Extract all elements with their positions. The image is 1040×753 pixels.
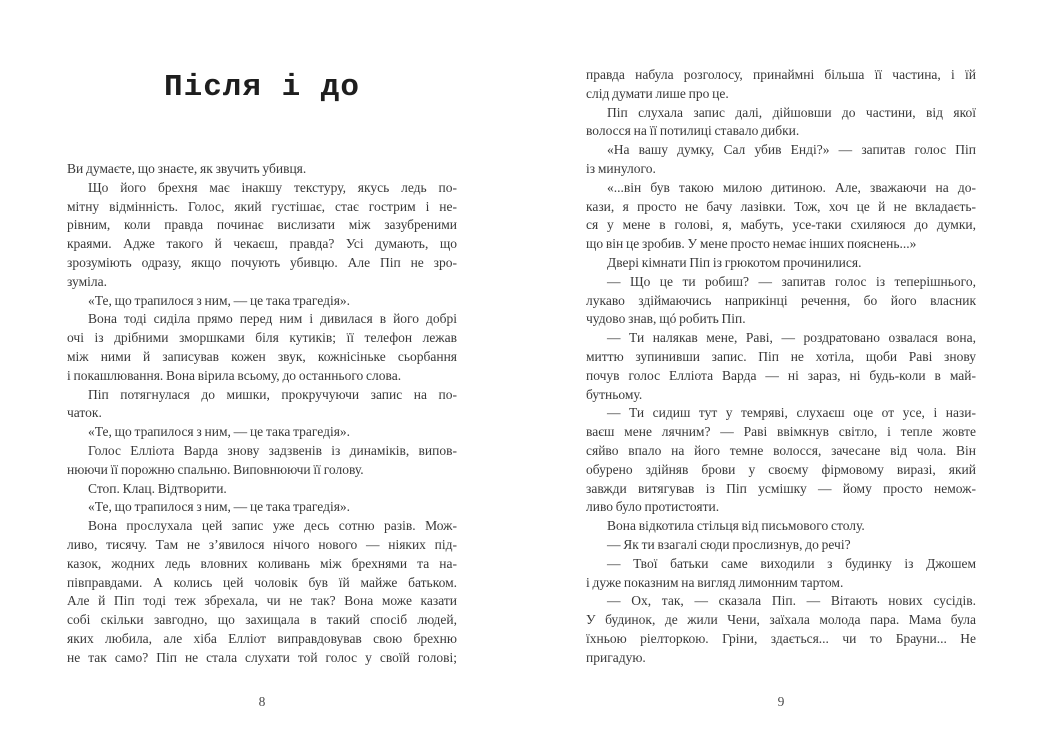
text-line: очі із дрібними зморшками біля кутиків; її телефон лежав: [67, 330, 457, 346]
text-line: лукаво здіймаючись наприкінці речення, бо його власник: [586, 292, 976, 308]
text-line: «Те, що трапилося з ним, — це така трагедія».: [88, 424, 351, 440]
text-line: — Що це ти робиш? — запитав голос із теперішнього,: [607, 273, 976, 289]
text-line: кази, я просто не бачу лазівки. Тож, хоч це й не вкладаєть-: [586, 198, 976, 214]
text-line: пригадую.: [586, 649, 646, 665]
text-line: слід думати лише про це.: [586, 85, 729, 101]
text-line: Стоп. Клац. Відтворити.: [88, 480, 227, 496]
text-line: ваєш мене лячним? — Раві ввімкнув світло, і тепле жовте: [586, 424, 976, 440]
text-line: Піп потягнулася до мишки, прокручуючи запис на по-: [88, 386, 457, 402]
text-line: мітну відмінність. Голос, який густішає, стає гострим і не-: [67, 198, 457, 214]
text-line: їхньою ріелторкою. Гріни, здається... чи то Брауни... Не: [586, 630, 976, 646]
text-line: зуміла.: [67, 273, 108, 289]
text-line: собі скільки завгодно, що захищала в такий спосіб людей,: [67, 612, 457, 628]
text-line: Піп слухала запис далі, дійшовши до частини, від якої: [607, 104, 976, 120]
page-left-body: [67, 160, 457, 668]
text-line: півправдами. А колись цей чоловік був їй майже батьком.: [67, 574, 457, 590]
text-line: зрозуміють одразу, якщо почують убивцю. Але Піп не зро-: [67, 254, 457, 270]
text-line: сяйво впало на його темне волосся, зачесане від чола. Він: [586, 442, 976, 458]
text-line: яких любила, але хіба Елліот виправдовував свою брехню: [67, 630, 457, 646]
text-line: «Те, що трапилося з ним, — це така трагедія».: [88, 292, 351, 308]
page-left: [67, 0, 457, 753]
text-line: бутньому.: [586, 386, 643, 402]
text-line: казок, жодних ледь вловних коливань між брехнями та на-: [67, 555, 457, 571]
text-line: Що його брехня має інакшу текстуру, якусь ледь по-: [88, 179, 457, 195]
text-line: ливо, тисячу. Там не з’явилося нічого нового — ніяких під-: [67, 536, 457, 552]
text-line: ливо було протистояти.: [586, 499, 720, 515]
text-line: і дуже показним на вигляд лимонним тартом.: [586, 574, 844, 590]
text-line: чаток.: [67, 405, 102, 421]
page-right-body: [586, 66, 976, 668]
text-line: чудово знав, щó робить Піп.: [586, 311, 746, 327]
text-line: миттю зупинивши запис. Піп не хотіла, щоби Раві знову: [586, 348, 976, 364]
text-line: «На вашу думку, Сал убив Енді?» — запитав голос Піп: [607, 142, 976, 158]
text-line: Вона тоді сиділа прямо перед ним і дивилася в його добрі: [88, 311, 457, 327]
text-line: — Ти сидиш тут у темряві, слухаєш оце от усе, і нази-: [607, 405, 976, 421]
page-number-right: 9: [777, 694, 785, 709]
text-line: У будинок, де жили Чени, заїхала молода пара. Мама була: [586, 612, 976, 628]
text-line: рівним, коли правда починає вислизати між зазубреними: [67, 217, 457, 233]
text-line: між ними й записував кожен звук, кожнісіньке сьорбання: [67, 348, 457, 364]
text-line: обурено здійняв брови у своєму фірмовому виразі, який: [586, 461, 976, 477]
text-line: «...він був такою милою дитиною. Але, зважаючи на до-: [607, 179, 976, 195]
page-number-left: 8: [258, 694, 266, 709]
text-line: — Твої батьки саме виходили з будинку із Джошем: [607, 555, 976, 571]
text-line: — Ти налякав мене, Раві, — роздратовано озвалася вона,: [607, 330, 976, 346]
text-line: — Ох, так, — сказала Піп. — Вітають нових сусідів.: [607, 593, 976, 609]
text-line: правда набула розголосу, принаймні більша її частина, і їй: [586, 67, 976, 82]
text-line: — Як ти взагалі сюди прослизнув, до речі?: [607, 536, 851, 552]
text-line: краями. Адже такого й чекаєш, правда? Усі думають, що: [67, 236, 457, 252]
chapter-title: Після і до: [163, 70, 361, 105]
text-line: із минулого.: [586, 160, 656, 176]
text-line: почув голос Елліота Варда — ні зараз, ні будь-коли в май-: [586, 367, 976, 383]
text-line: і покашлювання. Вона вірила всьому, до останнього слова.: [67, 367, 402, 383]
text-line: Вона прослухала цей запис уже десь сотню разів. Мож-: [88, 518, 457, 534]
text-line: ся у мене в голові, я, мабуть, усе-таки схиляюся до думки,: [586, 217, 976, 233]
text-line: не так само? Піп не стала слухати той голос у своїй голові;: [67, 649, 457, 665]
text-line: нюючи її порожню спальню. Виповнюючи її голову.: [67, 461, 364, 477]
text-line: Ви думаєте, що знаєте, як звучить убивця.: [67, 161, 307, 176]
text-line: «Те, що трапилося з ним, — це така трагедія».: [88, 499, 351, 515]
text-line: що він це зробив. У мене просто немає інших пояснень...»: [586, 236, 917, 252]
text-line: Двері кімнати Піп із грюкотом прочинилися.: [607, 254, 862, 270]
page-right: [586, 0, 976, 753]
text-line: Вона відкотила стільця від письмового столу.: [607, 518, 865, 534]
text-line: завжди витягував із Піп усмішку — йому просто немож-: [586, 480, 976, 496]
text-line: волосся на її потилиці ставало дибки.: [586, 123, 800, 139]
text-line: Голос Елліота Варда знову задзвенів із динаміків, випов-: [88, 442, 457, 458]
text-line: Але й Піп тоді теж збрехала, чи не так? Вона може казати: [67, 593, 457, 609]
